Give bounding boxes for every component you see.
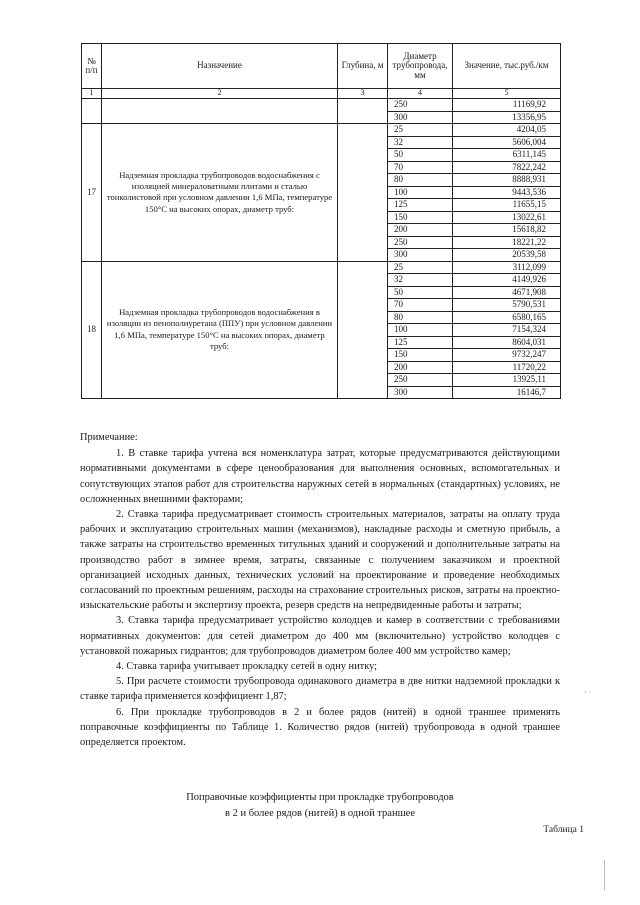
note-item: 3. Ставка тарифа предусматривает устройство колодцев и камер в соответствии с требованиями нормативных документов: для сетей диаметром до 400 мм (включительно) устройство колодцев с установкой пожарных гидрантов; для трубопроводов диаметром более 400 мм устройство камер; [80,615,560,657]
depth-cell [338,124,388,262]
header-diameter: Диаметр трубопровода, мм [388,44,453,89]
value-cell: 4149,926 [453,274,561,287]
caption-line: Поправочные коэффициенты при прокладке трубопроводов [186,792,454,803]
column-number: 5 [453,89,561,99]
table-row [82,261,561,274]
column-number: 2 [102,89,338,99]
value-cell: 6311,145 [453,149,561,162]
note-item: 1. В ставке тарифа учтена вся номенклатура затрат, которые предусматриваются действующими нормативными документами в сфере ценообразования для выполнения основных, вспомогательных и сопутствующих этапов работ для строительства наружных сетей в нормальных (стандартных) условиях, не осложненных внешними факторами; [80,448,560,505]
diameter-cell: 32 [388,136,453,149]
table-header-row [82,44,561,89]
value-cell: 18221,22 [453,236,561,249]
value-cell: 5790,531 [453,299,561,312]
diameter-cell: 125 [388,336,453,349]
header-index: № п/п [82,44,102,89]
value-cell: 11720,22 [453,361,561,374]
diameter-cell: 150 [388,211,453,224]
value-cell: 20539,58 [453,249,561,262]
notes-heading: Примечание: [80,432,138,443]
table-row [82,99,561,112]
value-cell: 16146,7 [453,386,561,399]
value-cell: 11655,15 [453,199,561,212]
value-cell: 13925,11 [453,374,561,387]
diameter-cell: 300 [388,249,453,262]
value-cell: 7822,242 [453,161,561,174]
depth-cell [338,261,388,399]
column-number: 1 [82,89,102,99]
description-cell: Надземная прокладка трубопроводов водоснабжения в изоляции из пенополиуретана (ППУ) при условном давлении 1,6 МПа, температуре 150°С на высоких опорах, диаметр труб: [102,261,338,399]
value-cell: 15618,82 [453,224,561,237]
value-cell: 6580,165 [453,311,561,324]
note-item: 4. Ставка тарифа учитывает прокладку сетей в одну нитку; [116,661,378,673]
diameter-cell: 70 [388,161,453,174]
diameter-cell: 300 [388,111,453,124]
header-purpose: Назначение [102,44,338,89]
diameter-cell: 100 [388,324,453,337]
value-cell: 11169,92 [453,99,561,112]
diameter-cell: 80 [388,174,453,187]
diameter-cell: 200 [388,224,453,237]
diameter-cell: 125 [388,199,453,212]
value-cell: 9443,536 [453,186,561,199]
table-caption [80,790,560,822]
value-cell: 13022,61 [453,211,561,224]
column-number-row [82,89,561,99]
value-cell: 13356,95 [453,111,561,124]
diameter-cell: 150 [388,349,453,362]
diameter-cell: 250 [388,99,453,112]
diameter-cell: 200 [388,361,453,374]
header-value: Значение, тыс.руб./км [453,44,561,89]
diameter-cell: 70 [388,299,453,312]
value-cell: 9732,247 [453,349,561,362]
diameter-cell: 250 [388,374,453,387]
index-cell: 17 [82,124,102,262]
diameter-cell: 25 [388,261,453,274]
scan-line-artifact [604,860,605,890]
description-cell [102,99,338,124]
diameter-cell: 100 [388,186,453,199]
note-item: 6. При прокладке трубопроводов в 2 и более рядов (нитей) в одной траншее применять поправочные коэффициенты по Таблице 1. Количество рядов (нитей) трубопровода в одной траншее определяется проектом. [80,706,560,749]
column-number: 3 [338,89,388,99]
column-number: 4 [388,89,453,99]
diameter-cell: 250 [388,236,453,249]
value-cell: 7154,324 [453,324,561,337]
diameter-cell: 50 [388,286,453,299]
diameter-cell: 25 [388,124,453,137]
table-row [82,124,561,137]
value-cell: 5606,004 [453,136,561,149]
header-depth: Глубина, м [338,44,388,89]
note-item: 2. Ставка тарифа предусматривает стоимость строительных материалов, затраты на оплату труда рабочих и эксплуатацию строительных машин (механизмов), накладные расходы и сметную прибыль, а также затраты на строительство временных титульных зданий и сооружений и дополнительные затраты на производство работ в зимнее время, затраты, связанные с получением заказчиком и проектной организацией исходных данных, технических условий на проектирование и проведение необходимых согласований по проектным решениям, расходы на страхование строительных рисков, затраты на проектно-изыскательские работы и экспертизу проекта, резерв средств на непредвиденные работы и затраты; [80,509,560,612]
index-cell: 18 [82,261,102,399]
scan-speck: · · [584,688,592,697]
value-cell: 4671,908 [453,286,561,299]
diameter-cell: 80 [388,311,453,324]
value-cell: 3112,099 [453,261,561,274]
description-cell: Надземная прокладка трубопроводов водоснабжения с изоляцией минераловатными плитами и сталью тонколистовой при условном давлении 1,6 МПа, температуре 150°С на высоких опорах, диаметр труб: [102,124,338,262]
note-item: 5. При расчете стоимости трубопровода одинакового диаметра в две нитки надземной прокладки к ставке тарифа применяется коэффициент 1,87; [80,676,560,703]
notes-section [80,430,560,750]
caption-line: в 2 и более рядов (нитей) в одной траншее [225,808,415,819]
index-cell [82,99,102,124]
diameter-cell: 32 [388,274,453,287]
table-number-label: Таблица 1 [543,825,584,835]
diameter-cell: 50 [388,149,453,162]
value-cell: 4204,05 [453,124,561,137]
value-cell: 8888,931 [453,174,561,187]
value-cell: 8604,031 [453,336,561,349]
diameter-cell: 300 [388,386,453,399]
depth-cell [338,99,388,124]
tariff-table [81,43,561,399]
